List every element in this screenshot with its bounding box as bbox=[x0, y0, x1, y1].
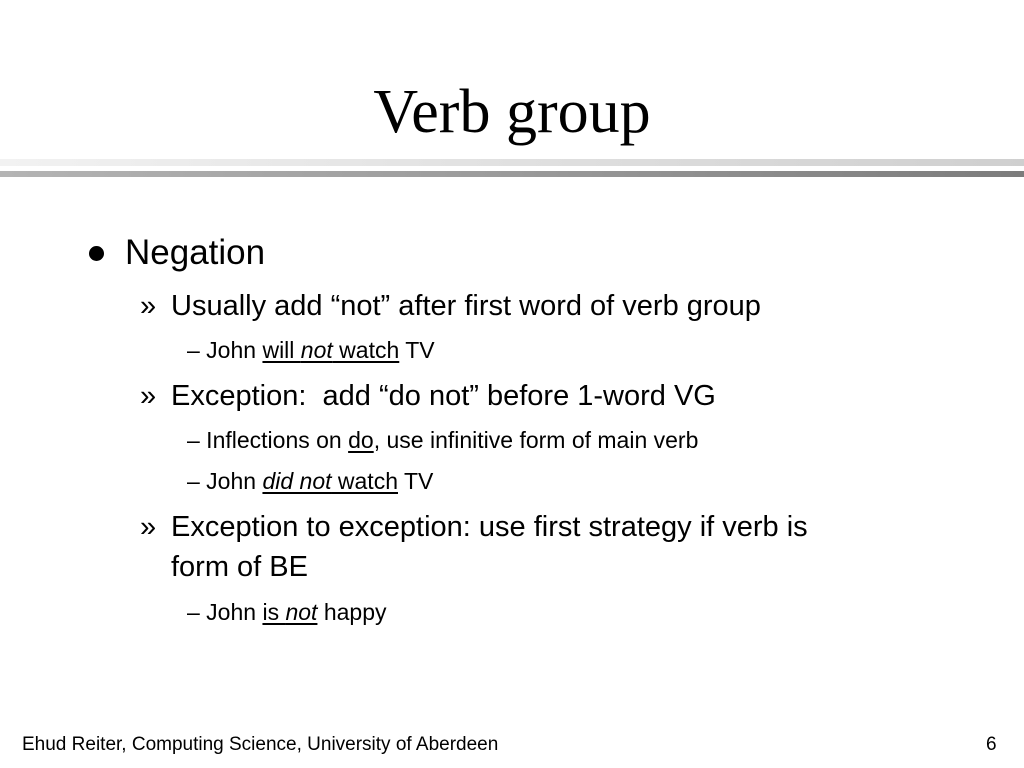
example-text: – John bbox=[187, 468, 263, 494]
slide-title: Verb group bbox=[373, 78, 651, 146]
sub-bullet-exception-to-exception-cont: form of BE bbox=[171, 551, 308, 583]
underlined-verb: is not bbox=[262, 599, 318, 625]
example-text: TV bbox=[398, 468, 434, 494]
example-text: – John bbox=[187, 599, 263, 625]
example-text: TV bbox=[399, 337, 435, 363]
example-john-will-not-watch bbox=[187, 335, 435, 365]
sub-bullet-exception-to-exception: Exception to exception: use first strategy if verb is bbox=[171, 511, 808, 543]
footer-credit: Ehud Reiter, Computing Science, University of Aberdeen bbox=[22, 734, 499, 755]
bullet-negation: Negation bbox=[125, 233, 266, 272]
sub-bullet-exception: Exception: add “do not” before 1-word VG bbox=[171, 380, 716, 412]
example-text: , use infinitive form of main verb bbox=[373, 427, 699, 453]
sub-bullet-marker: » bbox=[140, 290, 157, 322]
example-text: – Inflections on bbox=[187, 427, 349, 453]
example-text: – John bbox=[187, 337, 263, 363]
sub-bullet-marker: » bbox=[140, 380, 157, 412]
example-inflections bbox=[187, 425, 698, 455]
underlined-verb: will not watch bbox=[262, 337, 400, 363]
underlined-verb: did not watch bbox=[262, 468, 398, 494]
example-john-is-not-happy bbox=[187, 597, 387, 627]
bullet-dot-icon bbox=[89, 246, 104, 261]
page-number: 6 bbox=[986, 734, 997, 755]
sub-bullet-marker: » bbox=[140, 511, 157, 543]
underlined-do: do bbox=[348, 427, 374, 453]
example-john-did-not-watch bbox=[187, 466, 433, 496]
example-text: happy bbox=[317, 599, 387, 625]
sub-bullet-usually: Usually add “not” after first word of verb group bbox=[171, 290, 761, 322]
